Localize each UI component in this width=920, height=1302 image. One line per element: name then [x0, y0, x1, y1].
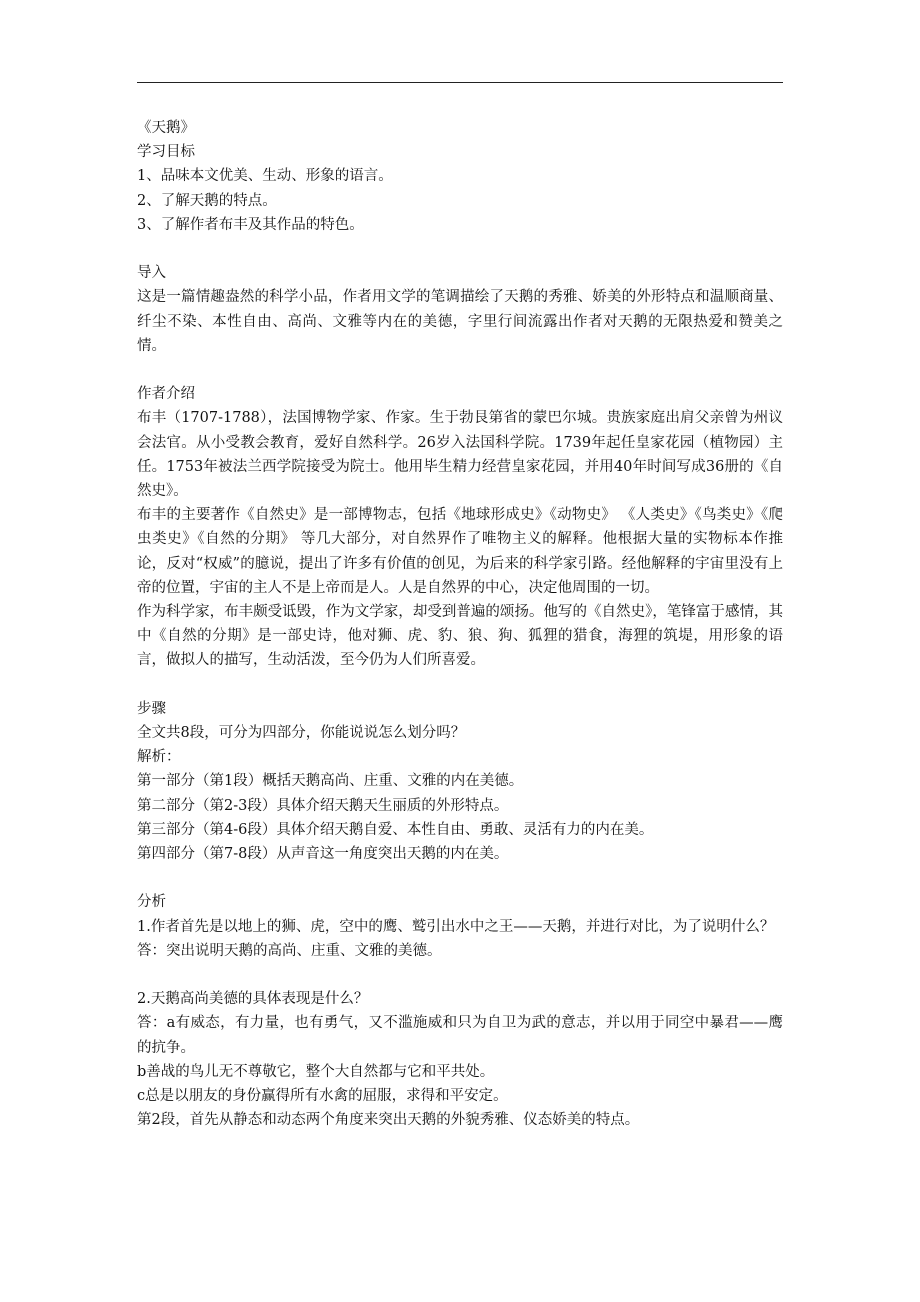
spacer	[137, 237, 783, 261]
answer-2b: b善战的鸟儿无不尊敬它，整个大自然都与它和平共处。	[137, 1063, 495, 1080]
answer-2a: 答：a有威态，有力量，也有勇气，又不滥施威和只为自卫为武的意志，并以用于同空中暴君——鹰的抗争。	[137, 1015, 783, 1056]
objective-item: 3、了解作者布丰及其作品的特色。	[137, 216, 364, 233]
document-body	[137, 116, 783, 1132]
answer-2c: c总是以朋友的身份赢得所有水禽的屈服，求得和平安定。	[137, 1088, 508, 1105]
spacer	[137, 673, 783, 697]
analysis-heading: 分析	[137, 894, 166, 911]
objective-item: 2、了解天鹅的特点。	[137, 192, 277, 209]
part-item: 第一部分（第1段）概括天鹅高尚、庄重、文雅的内在美德。	[137, 773, 524, 790]
part-item: 第三部分（第4-6段）具体介绍天鹅自爱、本性自由、勇敢、灵活有力的内在美。	[137, 821, 654, 838]
intro-heading: 导入	[137, 265, 166, 282]
analysis-label: 解析：	[137, 749, 181, 766]
intro-paragraph: 这是一篇情趣盎然的科学小品，作者用文学的笔调描绘了天鹅的秀雅、娇美的外形特点和温顺商量、纤尘不染、本性自由、高尚、文雅等内在的美德，字里行间流露出作者对天鹅的无限热爱和赞美之情。	[137, 289, 783, 354]
author-heading: 作者介绍	[137, 386, 195, 403]
part-item: 第二部分（第2-3段）具体介绍天鹅天生丽质的外形特点。	[137, 797, 509, 814]
steps-question: 全文共8段，可分为四部分，你能说说怎么划分吗？	[137, 725, 466, 742]
answer-1: 答：突出说明天鹅的高尚、庄重、文雅的美德。	[137, 942, 442, 959]
document-title: 《天鹅》	[137, 120, 195, 136]
header-rule	[137, 82, 783, 83]
question-2: 2.天鹅高尚美德的具体表现是什么？	[137, 991, 369, 1008]
spacer	[137, 866, 783, 890]
spacer	[137, 963, 783, 987]
objectives-heading: 学习目标	[137, 144, 195, 161]
objective-item: 1、品味本文优美、生动、形象的语言。	[137, 168, 393, 185]
spacer	[137, 358, 783, 382]
author-paragraph: 布丰（1707-1788），法国博物学家、作家。生于勃艮第省的蒙巴尔城。贵族家庭出肩父亲曾为州议会法官。从小受教会教育，爱好自然科学。26岁入法国科学院。1739年起任皇家花园（植物园）主任。1753年被法兰西学院接受为院士。他用毕生精力经营皇家花园，并用40年时间写成36册的《自然史》。	[137, 410, 783, 500]
author-paragraph: 作为科学家，布丰颇受诋毁，作为文学家，却受到普遍的颂扬。他写的《自然史》，笔锋富于感情，其中《自然的分期》是一部史诗，他对狮、虎、豹、狼、狗、狐狸的猎食，海狸的筑堤，用形象的语言，做拟人的描写，生动活泼，至今仍为人们所喜爱。	[137, 604, 783, 669]
steps-heading: 步骤	[137, 700, 166, 717]
paragraph-2-analysis: 第2段，首先从静态和动态两个角度来突出天鹅的外貌秀雅、仪态娇美的特点。	[137, 1112, 640, 1129]
part-item: 第四部分（第7-8段）从声音这一角度突出天鹅的内在美。	[137, 846, 509, 863]
question-1: 1.作者首先是以地上的狮、虎，空中的鹰、鹫引出水中之王——天鹅，并进行对比，为了说明什么？	[137, 918, 775, 935]
author-paragraph: 布丰的主要著作《自然史》是一部博物志，包括《地球形成史》《动物史》 《人类史》《鸟类史》《爬虫类史》《自然的分期》 等几大部分，对自然界作了唯物主义的解释。他根据大量的实物标本作推论，反对“权威”的臆说，提出了许多有价值的创见，为后来的科学家引路。经他解释的宇宙里没有上帝的位置，宇宙的主人不是上帝而是人。人是自然界的中心，决定他周围的一切。	[137, 507, 783, 596]
